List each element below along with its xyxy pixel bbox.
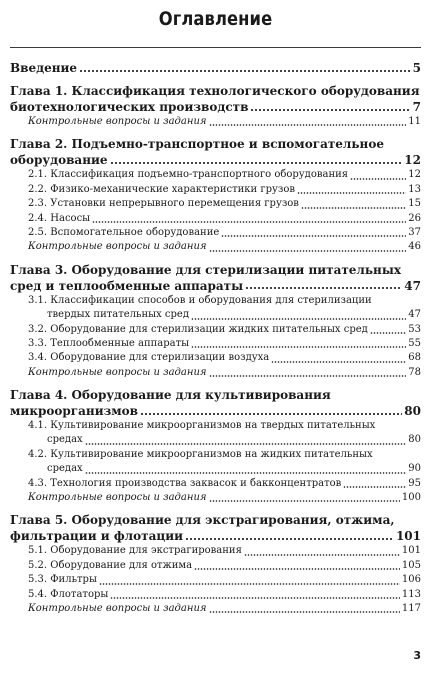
toc-chapter-line[interactable] — [10, 387, 421, 403]
page-number: 3 — [413, 649, 421, 662]
toc-section-line[interactable] — [10, 323, 421, 337]
dot-leader — [370, 332, 406, 334]
questions-page-number: 117 — [401, 602, 421, 614]
toc-section-line[interactable] — [10, 588, 421, 602]
section-page-number: 12 — [408, 169, 421, 181]
toc-section-line[interactable] — [10, 433, 421, 447]
questions-page-number: 78 — [408, 366, 421, 378]
questions-label: Контрольные вопросы и задания — [28, 602, 207, 614]
dot-leader — [140, 413, 402, 415]
chapter-title-text: оборудование — [10, 153, 108, 168]
dot-leader — [301, 207, 406, 209]
questions-label: Контрольные вопросы и задания — [28, 492, 207, 504]
section-page-number: 26 — [408, 212, 421, 224]
chapter-page-number: 7 — [412, 100, 421, 114]
toc-chapter-line[interactable] — [10, 152, 421, 168]
dot-leader — [191, 318, 406, 320]
section-title-text: средах — [47, 463, 83, 475]
chapter-title-text: Глава 3. Оборудование для стерилизации питательных — [10, 262, 402, 277]
chapter-title-text: сред и теплообменные аппараты — [10, 278, 244, 293]
toc-section-line[interactable] — [10, 226, 421, 240]
section-page-number: 101 — [401, 545, 421, 557]
section-page-number: 113 — [401, 588, 421, 600]
toc-chapter-block — [10, 387, 421, 505]
section-title-text: 2.4. Насосы — [28, 212, 91, 224]
questions-page-number: 100 — [401, 492, 421, 504]
toc-chapter-line[interactable] — [10, 262, 421, 278]
toc-section-line[interactable] — [10, 419, 421, 433]
toc-section-line[interactable] — [10, 168, 421, 182]
questions-label: Контрольные вопросы и задания — [28, 241, 207, 253]
section-title-text: 5.2. Оборудование для отжима — [28, 559, 193, 571]
dot-leader — [79, 70, 411, 72]
toc-chapter-block — [10, 60, 421, 76]
toc-section-line[interactable] — [10, 308, 421, 322]
dot-leader — [110, 162, 403, 164]
questions-label: Контрольные вопросы и задания — [28, 366, 207, 378]
chapter-title-text: Введение — [10, 61, 78, 75]
toc-chapter-line[interactable] — [10, 278, 421, 294]
toc-section-line[interactable] — [10, 183, 421, 197]
chapter-page-number: 80 — [404, 404, 421, 419]
chapter-title-text: Глава 4. Оборудование для культивирования — [10, 388, 331, 403]
chapter-title-text: Глава 2. Подъемно-транспортное и вспомогательное — [10, 137, 384, 152]
dot-leader — [250, 109, 410, 111]
chapter-title-text: фильтрации и флотации — [10, 529, 184, 544]
section-page-number: 13 — [408, 183, 421, 195]
toc-chapter-line[interactable] — [10, 136, 421, 152]
toc-section-line[interactable] — [10, 351, 421, 365]
section-page-number: 95 — [408, 477, 421, 489]
toc-section-line[interactable] — [10, 559, 421, 573]
toc-questions-line[interactable] — [10, 115, 421, 129]
toc-questions-line[interactable] — [10, 366, 421, 380]
toc-questions-line[interactable] — [10, 240, 421, 254]
section-title-text: 5.4. Флотаторы — [28, 588, 109, 600]
toc-chapter-line[interactable] — [10, 99, 421, 115]
dot-leader — [194, 568, 400, 570]
section-title-text: 4.2. Культивирование микроорганизмов на жидких питательных — [28, 448, 373, 460]
dot-leader — [244, 554, 400, 556]
table-of-contents — [10, 60, 421, 623]
section-page-number: 90 — [408, 463, 421, 475]
section-title-text: твердых питательных сред — [47, 309, 190, 321]
dot-leader — [209, 611, 400, 613]
title-divider — [10, 47, 421, 48]
section-title-text: 3.4. Оборудование для стерилизации воздуха — [28, 352, 270, 364]
toc-chapter-block — [10, 512, 421, 616]
toc-chapter-line[interactable] — [10, 83, 421, 99]
questions-label: Контрольные вопросы и задания — [28, 115, 207, 127]
chapter-page-number: 101 — [395, 529, 421, 544]
section-title-text: 4.3. Технология производства заквасок и бакконцентратов — [28, 477, 342, 489]
toc-questions-line[interactable] — [10, 491, 421, 505]
section-page-number: 47 — [408, 309, 421, 321]
dot-leader — [297, 192, 406, 194]
dot-leader — [85, 443, 407, 445]
dot-leader — [209, 250, 407, 252]
section-title-text: 5.1. Оборудование для экстрагирования — [28, 545, 242, 557]
toc-chapter-line[interactable] — [10, 528, 421, 544]
toc-chapter-line[interactable] — [10, 403, 421, 419]
chapter-title-text: биотехнологических производств — [10, 100, 249, 114]
chapter-title-text: Глава 1. Классификация технологического оборудования — [10, 84, 420, 98]
dot-leader — [191, 346, 406, 348]
toc-chapter-line[interactable] — [10, 512, 421, 528]
toc-section-line[interactable] — [10, 294, 421, 308]
dot-leader — [110, 597, 400, 599]
section-title-text: 5.3. Фильтры — [28, 574, 97, 586]
toc-section-line[interactable] — [10, 544, 421, 558]
dot-leader — [92, 221, 406, 223]
toc-section-line[interactable] — [10, 197, 421, 211]
section-page-number: 106 — [401, 574, 421, 586]
section-page-number: 37 — [408, 226, 421, 238]
chapter-page-number: 47 — [404, 278, 421, 293]
section-title-text: 2.1. Классификация подъемно-транспортного оборудования — [28, 169, 349, 181]
chapter-title-text: микроорганизмов — [10, 404, 139, 419]
section-page-number: 80 — [408, 434, 421, 446]
toc-questions-line[interactable] — [10, 602, 421, 616]
toc-section-line[interactable] — [10, 448, 421, 462]
section-title-text: 2.3. Установки непрерывного перемещения грузов — [28, 198, 299, 210]
page-title: Оглавление — [158, 8, 273, 30]
section-title-text: 3.2. Оборудование для стерилизации жидких питательных сред — [28, 323, 368, 335]
section-page-number: 105 — [401, 559, 421, 571]
section-title-text: 2.5. Вспомогательное оборудование — [28, 226, 220, 238]
questions-page-number: 46 — [408, 241, 421, 253]
section-page-number: 53 — [408, 323, 421, 335]
dot-leader — [209, 124, 407, 126]
section-page-number: 15 — [408, 198, 421, 210]
section-page-number: 68 — [408, 352, 421, 364]
chapter-title-text: Глава 5. Оборудование для экстрагирования, отжима, — [10, 513, 395, 528]
chapter-page-number: 5 — [412, 61, 421, 75]
dot-leader — [185, 538, 394, 540]
chapter-page-number: 12 — [404, 153, 421, 168]
toc-chapter-block — [10, 262, 421, 380]
section-title-text: 2.2. Физико-механические характеристики грузов — [28, 183, 296, 195]
section-title-text: средах — [47, 434, 83, 446]
dot-leader — [271, 361, 406, 363]
dot-leader — [350, 178, 406, 180]
toc-section-line[interactable] — [10, 212, 421, 226]
section-title-text: 4.1. Культивирование микроорганизмов на твердых питательных — [28, 420, 376, 432]
section-page-number: 55 — [408, 337, 421, 349]
toc-chapter-block — [10, 136, 421, 254]
toc-section-line[interactable] — [10, 477, 421, 491]
section-title-text: 3.3. Теплообменные аппараты — [28, 337, 190, 349]
dot-leader — [209, 500, 400, 502]
section-title-text: 3.1. Классификации способов и оборудования для стерилизации — [28, 294, 372, 306]
toc-section-line[interactable] — [10, 337, 421, 351]
dot-leader — [343, 486, 406, 488]
toc-chapter-block — [10, 83, 421, 129]
dot-leader — [209, 375, 407, 377]
dot-leader — [245, 287, 402, 289]
toc-section-line[interactable] — [10, 462, 421, 476]
questions-page-number: 11 — [408, 115, 421, 127]
dot-leader — [99, 583, 400, 585]
toc-section-line[interactable] — [10, 573, 421, 587]
dot-leader — [221, 235, 406, 237]
dot-leader — [85, 472, 407, 474]
toc-chapter-line[interactable] — [10, 60, 421, 76]
